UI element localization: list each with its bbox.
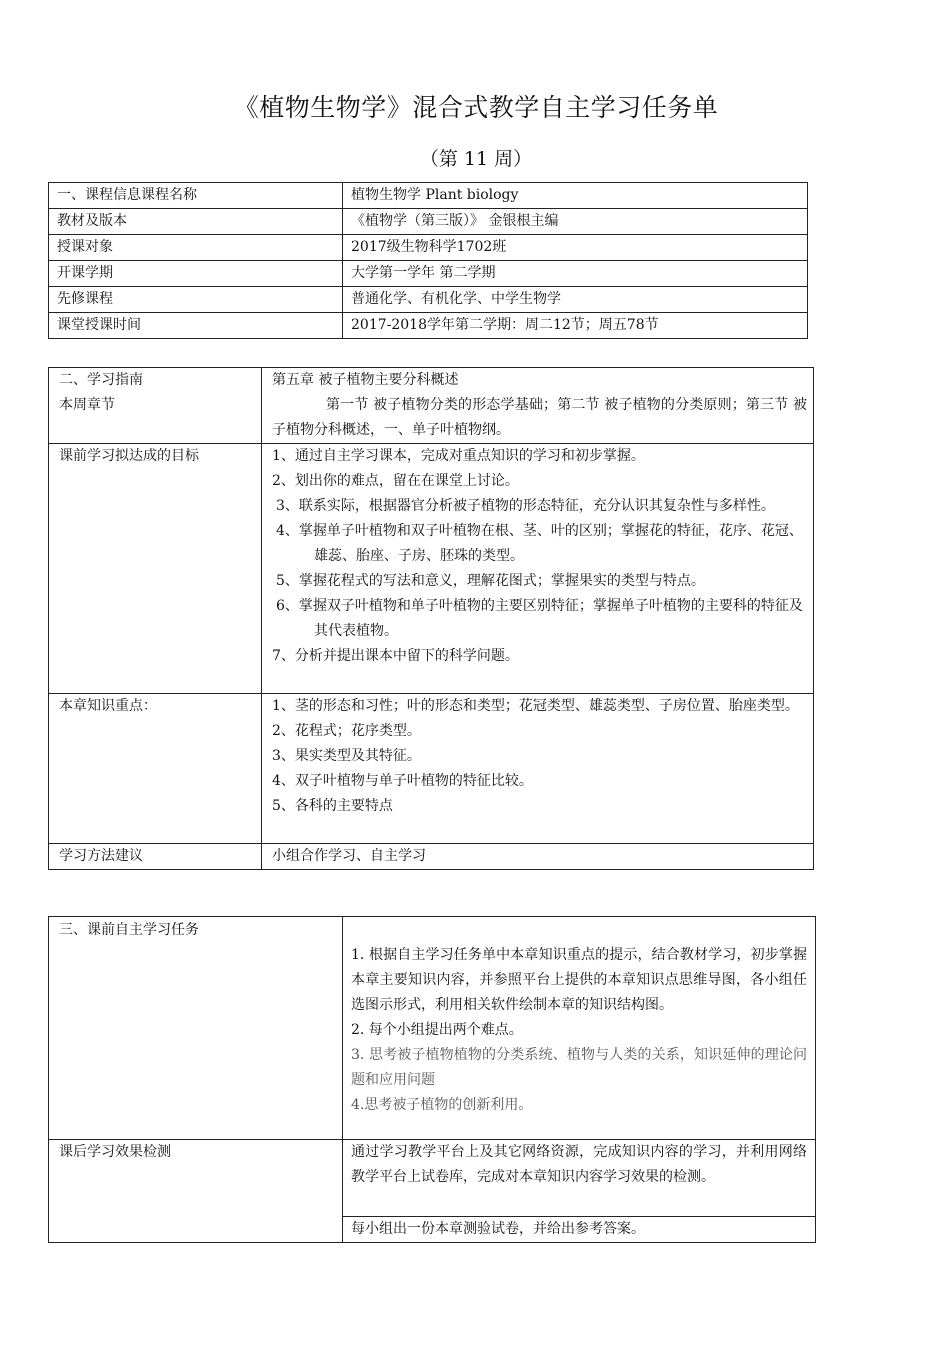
table-row <box>49 917 816 1140</box>
key-points-label: 本章知识重点： <box>49 694 262 844</box>
task-item: 4.思考被子植物的创新利用。 <box>351 1097 533 1113</box>
tasks-cell <box>343 917 816 1140</box>
goal-item: 4、掌握单子叶植物和双子叶植物在根、茎、叶的区别；掌握花的特征，花序、花冠、雄蕊、胎座、子房、胚珠的类型。 <box>276 523 803 564</box>
document-title: 《植物生物学》混合式教学自主学习任务单 <box>233 93 719 122</box>
row-value: 植物生物学 Plant biology <box>343 183 808 209</box>
key-point-item: 2、花程式；花序类型。 <box>272 723 421 739</box>
check-value-2: 每小组出一份本章测验试卷，并给出参考答案。 <box>343 1217 816 1243</box>
key-point-item: 3、果实类型及其特征。 <box>272 748 421 764</box>
row-label: 课堂授课时间 <box>49 313 343 339</box>
goals-label: 课前学习拟达成的目标 <box>49 444 262 694</box>
method-label: 学习方法建议 <box>49 844 262 870</box>
table-row <box>49 694 814 844</box>
row-value: 大学第一学年 第二学期 <box>343 261 808 287</box>
row-value: 普通化学、有机化学、中学生物学 <box>343 287 808 313</box>
chapter-label: 本周章节 <box>59 397 115 413</box>
goal-item: 2、划出你的难点，留在在课堂上讨论。 <box>272 473 519 489</box>
table-row <box>49 444 814 694</box>
table-row <box>49 183 808 209</box>
table-row <box>49 1140 816 1217</box>
task-item: 2. 每个小组提出两个难点。 <box>351 1022 523 1038</box>
table-row <box>49 368 814 444</box>
key-points-cell <box>262 694 814 844</box>
row-label: 教材及版本 <box>49 209 343 235</box>
row-value: 2017-2018学年第二学期：周二12节；周五78节 <box>343 313 808 339</box>
table-row <box>49 261 808 287</box>
chapter-cell <box>262 368 814 444</box>
table-row <box>49 235 808 261</box>
table-row <box>49 287 808 313</box>
row-label: 授课对象 <box>49 235 343 261</box>
table-row <box>49 844 814 870</box>
task-item: 3. 思考被子植物植物的分类系统、植物与人类的关系，知识延伸的理论问题和应用问题 <box>351 1047 807 1088</box>
row-value: 《植物学（第三版）》 金银根主编 <box>343 209 808 235</box>
row-label: 开课学期 <box>49 261 343 287</box>
row-label: 一、课程信息课程名称 <box>49 183 343 209</box>
goal-item: 1、通过自主学习课本，完成对重点知识的学习和初步掌握。 <box>272 448 645 464</box>
table-row <box>49 209 808 235</box>
guide-label-cell <box>49 368 262 444</box>
goal-item: 6、掌握双子叶植物和单子叶植物的主要区别特征；掌握单子叶植物的主要科的特征及其代表植物。 <box>276 598 803 639</box>
check-label: 课后学习效果检测 <box>49 1140 343 1243</box>
chapter-title: 第五章 被子植物主要分科概述 <box>272 372 459 388</box>
row-label: 先修课程 <box>49 287 343 313</box>
key-point-item: 1、茎的形态和习性；叶的形态和类型；花冠类型、雄蕊类型、子房位置、胎座类型。 <box>272 698 799 714</box>
tasks-label: 三、课前自主学习任务 <box>49 917 343 1140</box>
goal-item: 5、掌握花程式的写法和意义，理解花图式；掌握果实的类型与特点。 <box>276 573 705 589</box>
course-info-table <box>48 182 808 339</box>
key-point-item: 4、双子叶植物与单子叶植物的特征比较。 <box>272 773 533 789</box>
check-value: 通过学习教学平台上及其它网络资源，完成知识内容的学习，并利用网络教学平台上试卷库，完成对本章知识内容学习效果的检测。 <box>343 1140 816 1217</box>
row-value: 2017级生物科学1702班 <box>343 235 808 261</box>
table-row <box>49 313 808 339</box>
key-point-item: 5、各科的主要特点 <box>272 798 393 814</box>
tasks-table <box>48 916 816 1243</box>
section-heading: 二、学习指南 <box>59 372 143 388</box>
goals-cell <box>262 444 814 694</box>
week-label: （第 11 周） <box>419 148 533 170</box>
chapter-detail: 第一节 被子植物分类的形态学基础；第二节 被子植物的分类原则；第三节 被子植物分科概述，一、单子叶植物纲。 <box>272 397 807 438</box>
goal-item: 7、分析并提出课本中留下的科学问题。 <box>272 648 519 664</box>
method-value: 小组合作学习、自主学习 <box>262 844 814 870</box>
task-item: 1. 根据自主学习任务单中本章知识重点的提示，结合教材学习，初步掌握本章主要知识内容，并参照平台上提供的本章知识点思维导图，各小组任选图示形式，利用相关软件绘制本章的知识结构图。 <box>351 947 807 1013</box>
goal-item: 3、联系实际，根据器官分析被子植物的形态特征，充分认识其复杂性与多样性。 <box>276 498 775 514</box>
study-guide-table <box>48 367 814 870</box>
